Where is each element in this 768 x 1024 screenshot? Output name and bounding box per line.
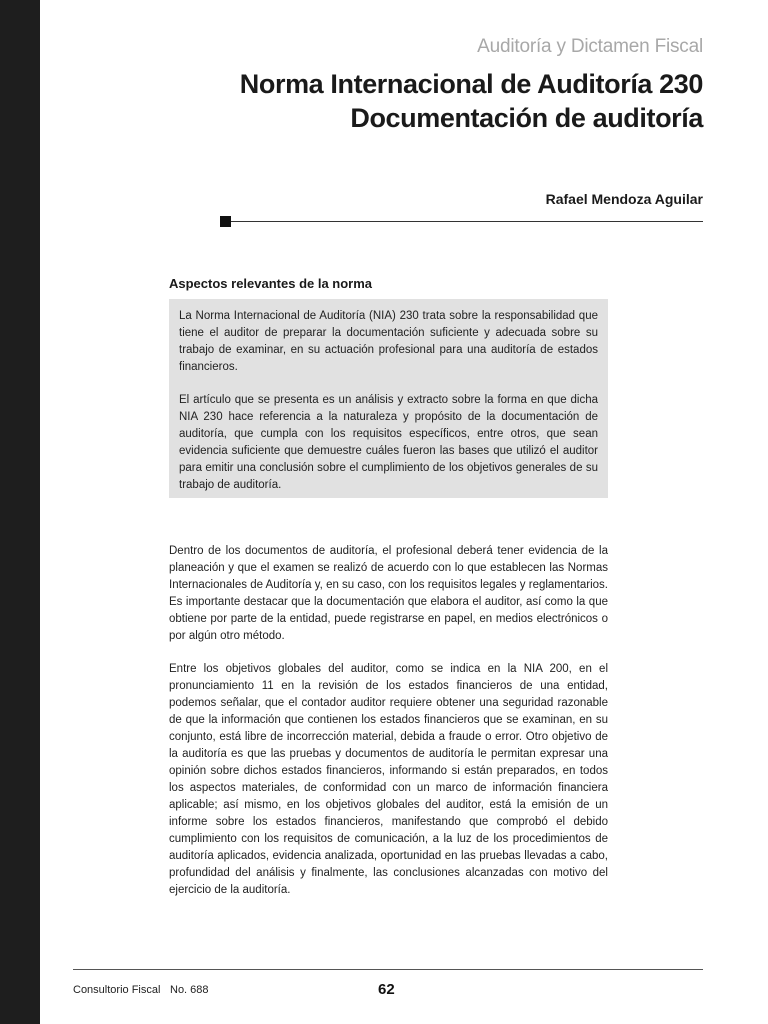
title-divider <box>231 221 703 222</box>
rule-square-marker <box>220 216 231 227</box>
title-line-1: Norma Internacional de Auditoría 230 <box>239 69 703 99</box>
body-paragraph: Dentro de los documentos de auditoría, el profesional deberá tener evidencia de la planeación y que el examen se realizó de acuerdo con lo que establecen las Normas Internacionales de Auditoría y, en su caso, con los requisitos legales y reglamentarios. Es importante destacar que la documentación que elabora el auditor, así como la que obtiene por parte de la entidad, puede registrarse en papel, en medios electrónicos o por algún otro método. <box>169 545 608 642</box>
author-name: Rafael Mendoza Aguilar <box>545 191 703 207</box>
footer-issue-number: No. 688 <box>170 984 209 996</box>
abstract-heading: Aspectos relevantes de la norma <box>169 276 373 291</box>
abstract-box <box>169 299 608 498</box>
title-line-2: Documentación de auditoría <box>350 103 703 133</box>
footer-divider <box>73 969 703 970</box>
page-number: 62 <box>378 981 395 998</box>
left-margin-bar <box>0 0 40 1024</box>
footer-publication: Consultorio Fiscal <box>73 984 161 996</box>
article-body <box>169 543 608 915</box>
abstract-paragraph: El artículo que se presenta es un análisis y extracto sobre la forma en que dicha NIA 230 hace referencia a la naturaleza y propósito de la documentación de auditoría, que cumpla con los requisitos específicos, entre otros, que sean evidencia suficiente que demuestre cuáles fueron las bases que utilizó el auditor para emitir una conclusión sobre el cumplimiento de los objetivos generales de su trabajo de auditoría. <box>179 394 598 491</box>
article-title <box>143 67 703 135</box>
abstract-paragraph: La Norma Internacional de Auditoría (NIA) 230 trata sobre la responsabilidad que tiene el auditor de preparar la documentación suficiente y adecuada sobre su trabajo de examinar, en su actuación profesional para una auditoría de estados financieros. <box>179 310 598 373</box>
body-paragraph: Entre los objetivos globales del auditor, como se indica en la NIA 200, en el pronunciamiento 11 en la revisión de los estados financieros de una entidad, podemos señalar, que el contador auditor requiere obtener una seguridad razonable de que la información que contienen los estados financieros que se examinan, en su conjunto, está libre de incorrección material, debida a fraude o error. Otro objetivo de la auditoría es que las pruebas y documentos de auditoría le permitan expresar una opinión sobre dichos estados financieros, informando si están preparados, en todos los aspectos materiales, de conformidad con un marco de información financiera aplicable; así mismo, en los objetivos globales del auditor, está la emisión de un informe sobre los estados financieros, manifestando que comprobó el debido cumplimiento con los requisitos de comunicación, a la luz de los procedimientos de auditoría aplicados, evidencia analizada, oportunidad en las pruebas llevadas a cabo, profundidad del análisis y finalmente, las conclusiones alcanzadas con motivo del ejercicio de la auditoría. <box>169 663 608 896</box>
section-label: Auditoría y Dictamen Fiscal <box>477 36 703 57</box>
